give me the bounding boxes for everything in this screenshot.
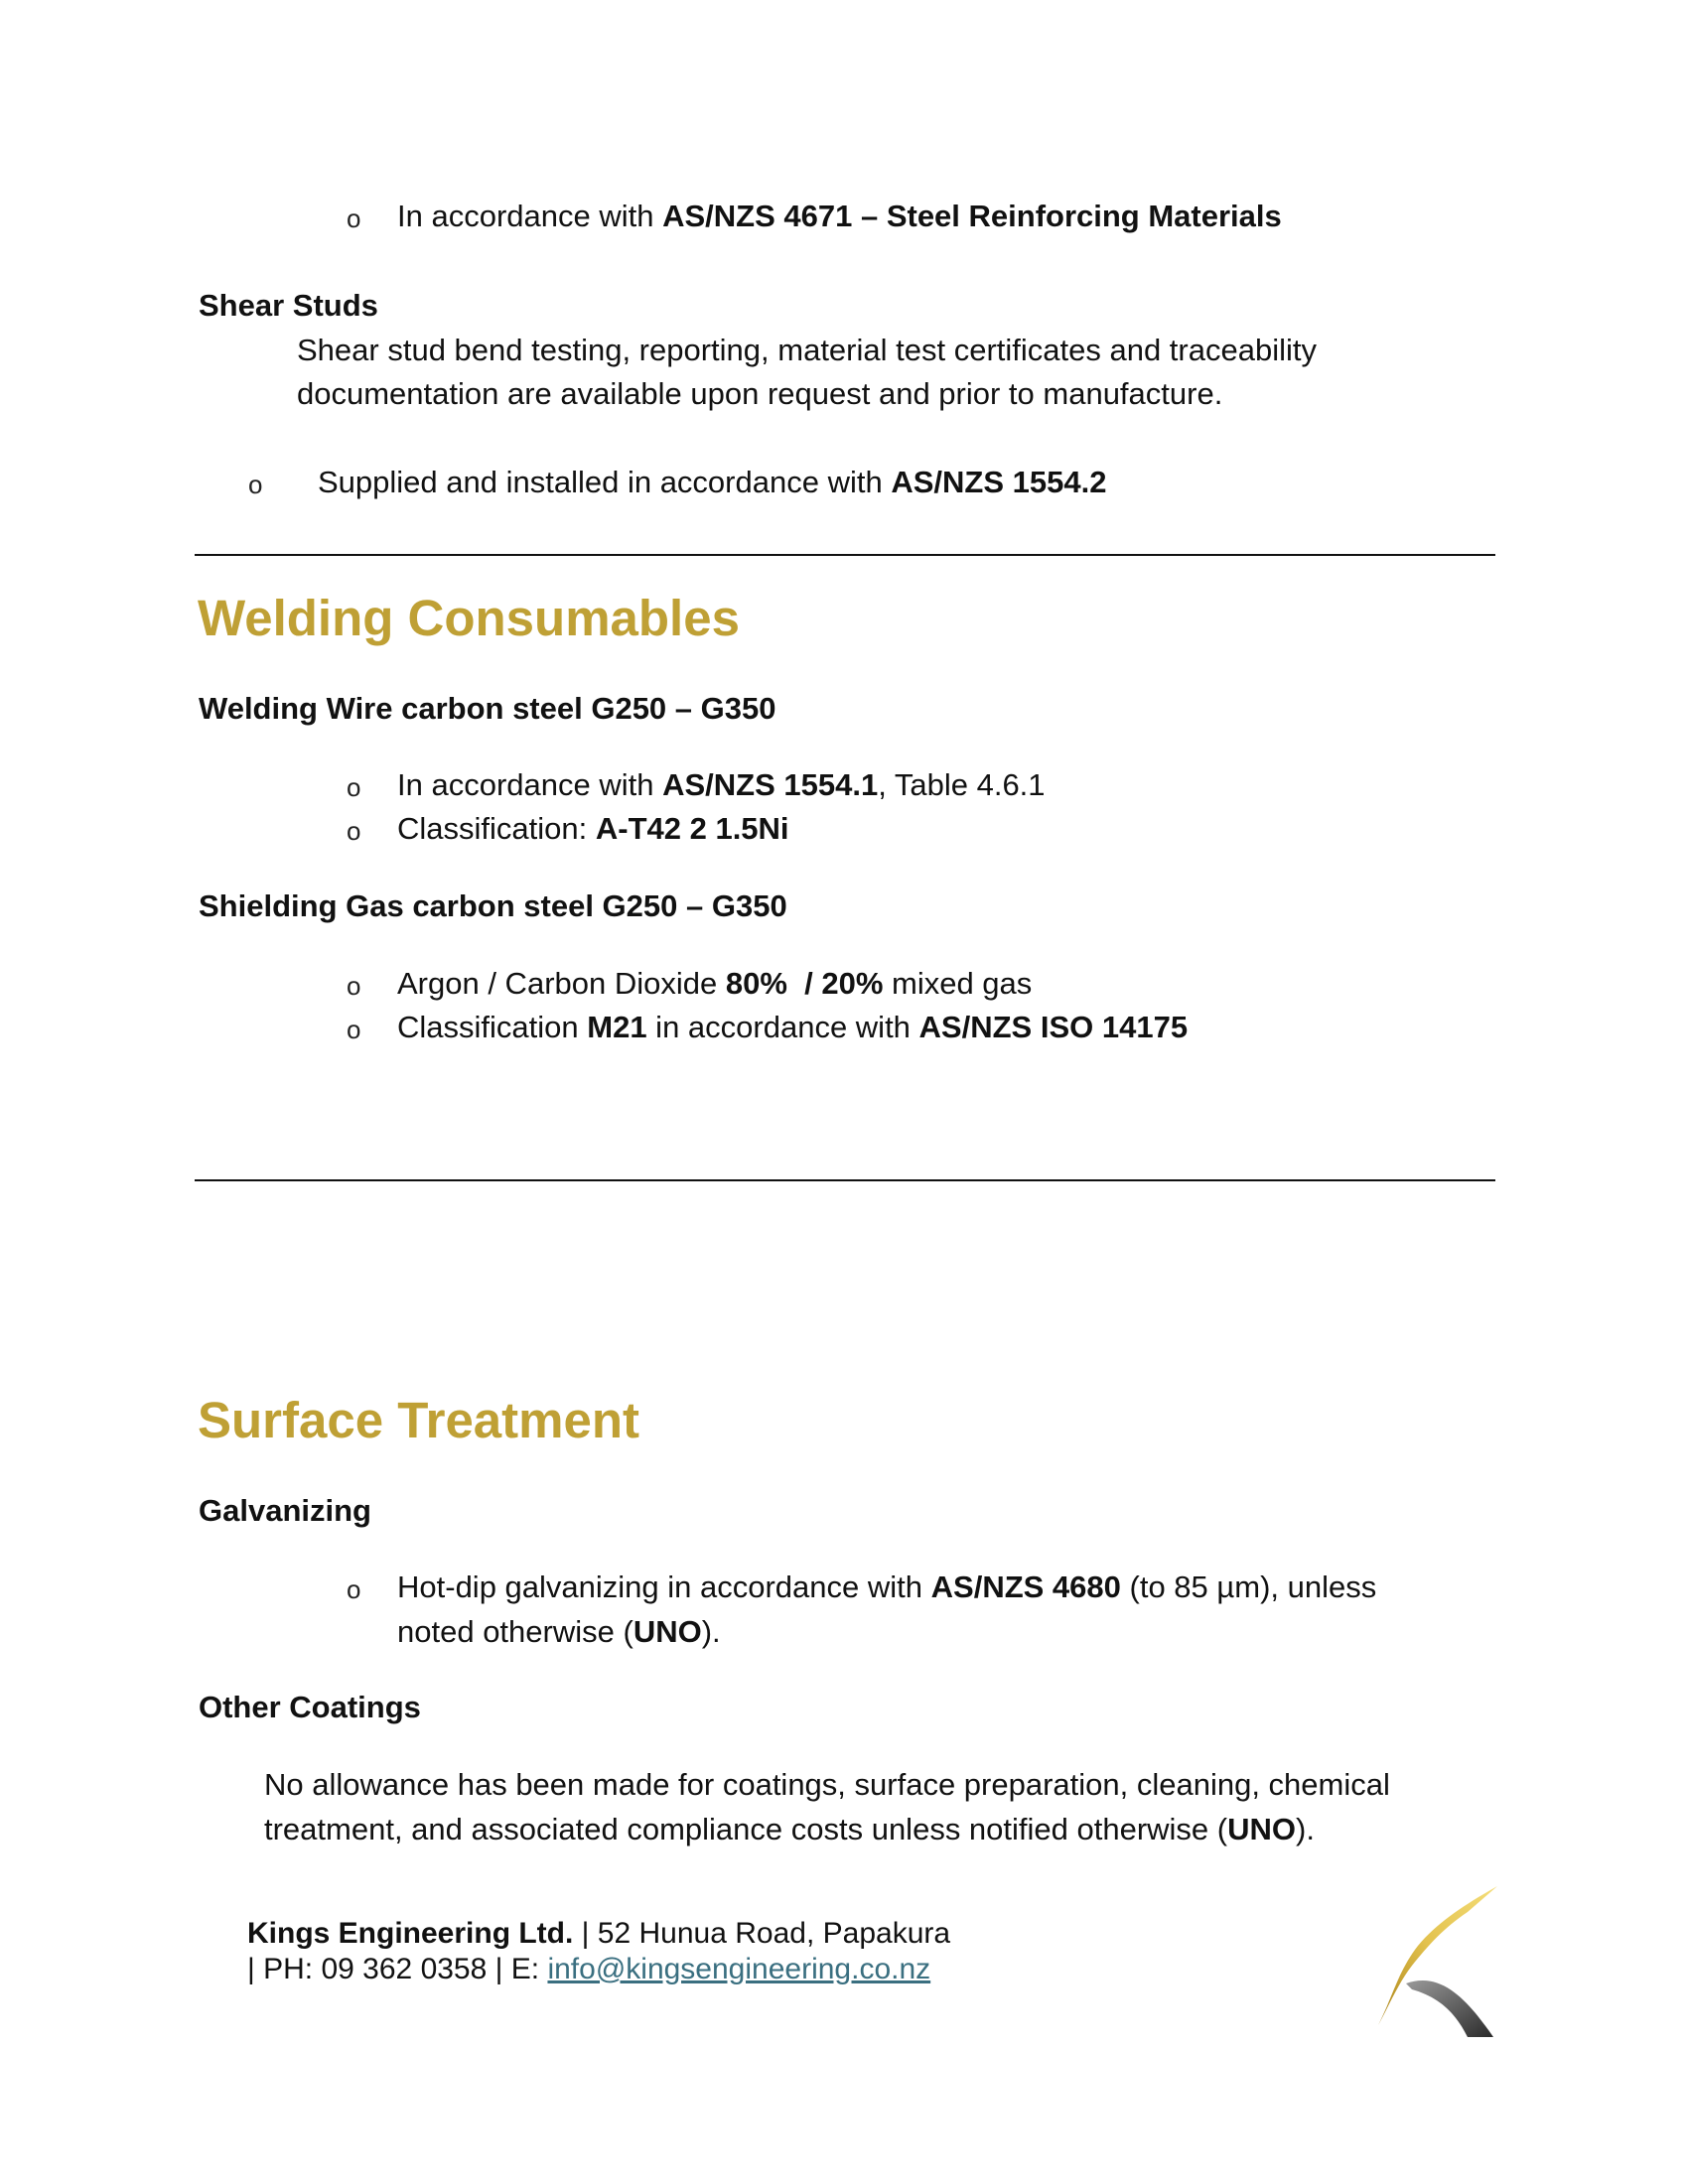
section-divider [195, 1179, 1495, 1181]
list-item-text: mixed gas [883, 966, 1033, 1001]
list-item-text: In accordance with [397, 767, 663, 802]
list-item-text: (to 85 µm), unless [1120, 1570, 1377, 1604]
list-item-text: , Table 4.6.1 [878, 767, 1046, 802]
list-item-text: Classification: [397, 811, 596, 846]
uno-abbrev: UNO [1227, 1812, 1297, 1846]
list-item-text: noted otherwise ( [397, 1614, 633, 1649]
list-item [397, 1566, 1376, 1609]
other-coatings-heading: Other Coatings [199, 1690, 421, 1724]
section-title-surface: Surface Treatment [198, 1392, 640, 1448]
shear-studs-heading: Shear Studs [199, 288, 378, 323]
company-name: Kings Engineering Ltd. [247, 1917, 574, 1950]
list-item [397, 1006, 1188, 1049]
list-item-text: In accordance with [397, 199, 663, 233]
section-title-welding: Welding Consumables [198, 590, 740, 646]
footer-company-line [247, 1915, 950, 1953]
paragraph-line: No allowance has been made for coatings, surface preparation, cleaning, chemical [264, 1767, 1390, 1802]
list-item-text: Classification [397, 1010, 588, 1044]
list-item-text: in accordance with [646, 1010, 919, 1044]
list-item-text: ). [701, 1614, 721, 1649]
welding-wire-heading: Welding Wire carbon steel G250 – G350 [199, 691, 776, 726]
standard-reference: AS/NZS 1554.2 [891, 465, 1107, 499]
kings-engineering-logo [1376, 1886, 1499, 2037]
standard-reference: AS/NZS 1554.1 [662, 767, 879, 802]
gas-mix-ratio: 80% / 20% [725, 966, 884, 1001]
classification-value: A-T42 2 1.5Ni [595, 811, 789, 846]
list-item-text: Hot-dip galvanizing in accordance with [397, 1570, 931, 1604]
footer-contact-line [247, 1951, 930, 1988]
paragraph-text: treatment, and associated compliance costs unless notified otherwise ( [264, 1812, 1228, 1846]
bullet-marker: o [347, 1015, 361, 1044]
paragraph-line: documentation are available upon request and prior to manufacture. [297, 376, 1223, 411]
standard-reference: AS/NZS 4680 [930, 1570, 1121, 1604]
list-item [397, 195, 1282, 238]
list-item [397, 962, 1032, 1006]
company-address: | 52 Hunua Road, Papakura [573, 1917, 951, 1950]
list-item [397, 763, 1046, 807]
contact-phone: | PH: 09 362 0358 | E: [247, 1953, 548, 1985]
bullet-marker: o [248, 470, 263, 499]
bullet-marker: o [347, 816, 361, 846]
paragraph-line: Shear stud bend testing, reporting, material test certificates and traceability [297, 333, 1317, 367]
email-link[interactable]: info@kingsengineering.co.nz [547, 1953, 931, 1985]
classification-value: M21 [587, 1010, 647, 1044]
list-item [397, 807, 789, 851]
section-divider [195, 554, 1495, 556]
list-item-text: Supplied and installed in accordance with [318, 465, 892, 499]
list-item [318, 461, 1106, 504]
bullet-marker: o [347, 204, 361, 233]
paragraph-line [264, 1808, 1315, 1851]
standard-reference: AS/NZS ISO 14175 [918, 1010, 1189, 1044]
bullet-marker: o [347, 772, 361, 802]
galvanizing-heading: Galvanizing [199, 1493, 371, 1528]
uno-abbrev: UNO [633, 1614, 702, 1649]
shielding-gas-heading: Shielding Gas carbon steel G250 – G350 [199, 888, 787, 923]
bullet-marker: o [347, 971, 361, 1001]
paragraph-text: ). [1296, 1812, 1315, 1846]
standard-reference: AS/NZS 4671 – Steel Reinforcing Materials [662, 199, 1282, 233]
list-item-continuation [397, 1610, 721, 1654]
list-item-text: Argon / Carbon Dioxide [397, 966, 726, 1001]
bullet-marker: o [347, 1574, 361, 1604]
